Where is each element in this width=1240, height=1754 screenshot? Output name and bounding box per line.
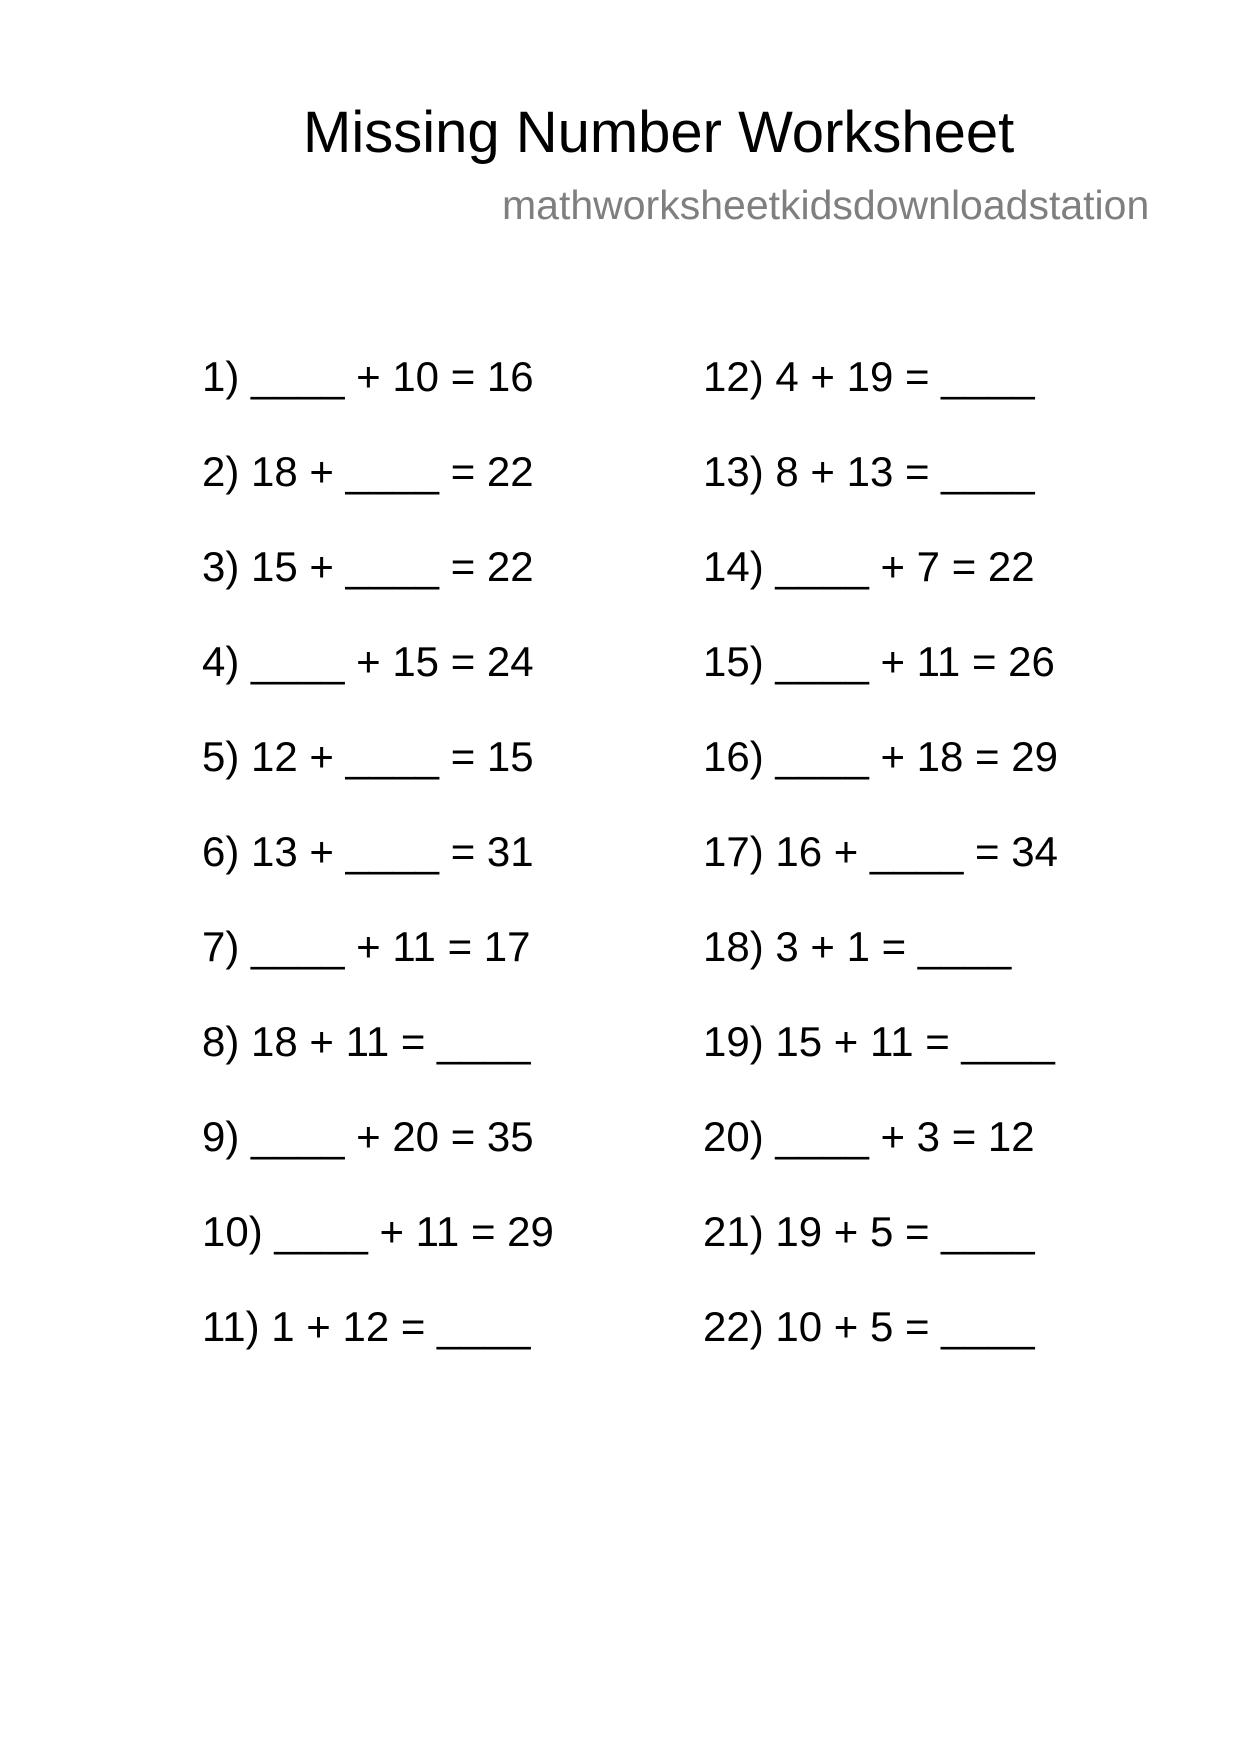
problem-13: 13) 8 + 13 = ____ bbox=[703, 448, 1035, 495]
problem-14: 14) ____ + 7 = 22 bbox=[703, 543, 1035, 590]
problem-2: 2) 18 + ____ = 22 bbox=[202, 448, 534, 495]
problem-19: 19) 15 + 11 = ____ bbox=[703, 1018, 1055, 1065]
problem-17: 17) 16 + ____ = 34 bbox=[703, 828, 1058, 875]
problem-12: 12) 4 + 19 = ____ bbox=[703, 353, 1035, 400]
site-watermark: mathworksheetkidsdownloadstation bbox=[502, 182, 1150, 228]
problem-6: 6) 13 + ____ = 31 bbox=[202, 828, 534, 875]
problem-15: 15) ____ + 11 = 26 bbox=[703, 638, 1055, 685]
problem-7: 7) ____ + 11 = 17 bbox=[202, 923, 531, 970]
problem-21: 21) 19 + 5 = ____ bbox=[703, 1208, 1035, 1255]
problem-20: 20) ____ + 3 = 12 bbox=[703, 1113, 1035, 1160]
problem-18: 18) 3 + 1 = ____ bbox=[703, 923, 1012, 970]
problem-10: 10) ____ + 11 = 29 bbox=[202, 1208, 554, 1255]
problem-column-right bbox=[703, 351, 1058, 1396]
problem-8: 8) 18 + 11 = ____ bbox=[202, 1018, 531, 1065]
problem-3: 3) 15 + ____ = 22 bbox=[202, 543, 534, 590]
page-title: Missing Number Worksheet bbox=[303, 100, 1015, 165]
problem-column-left bbox=[202, 351, 554, 1396]
problem-9: 9) ____ + 20 = 35 bbox=[202, 1113, 534, 1160]
problem-1: 1) ____ + 10 = 16 bbox=[202, 353, 534, 400]
problem-22: 22) 10 + 5 = ____ bbox=[703, 1303, 1035, 1350]
problem-4: 4) ____ + 15 = 24 bbox=[202, 638, 534, 685]
problem-5: 5) 12 + ____ = 15 bbox=[202, 733, 534, 780]
problem-16: 16) ____ + 18 = 29 bbox=[703, 733, 1058, 780]
problem-11: 11) 1 + 12 = ____ bbox=[202, 1303, 531, 1350]
